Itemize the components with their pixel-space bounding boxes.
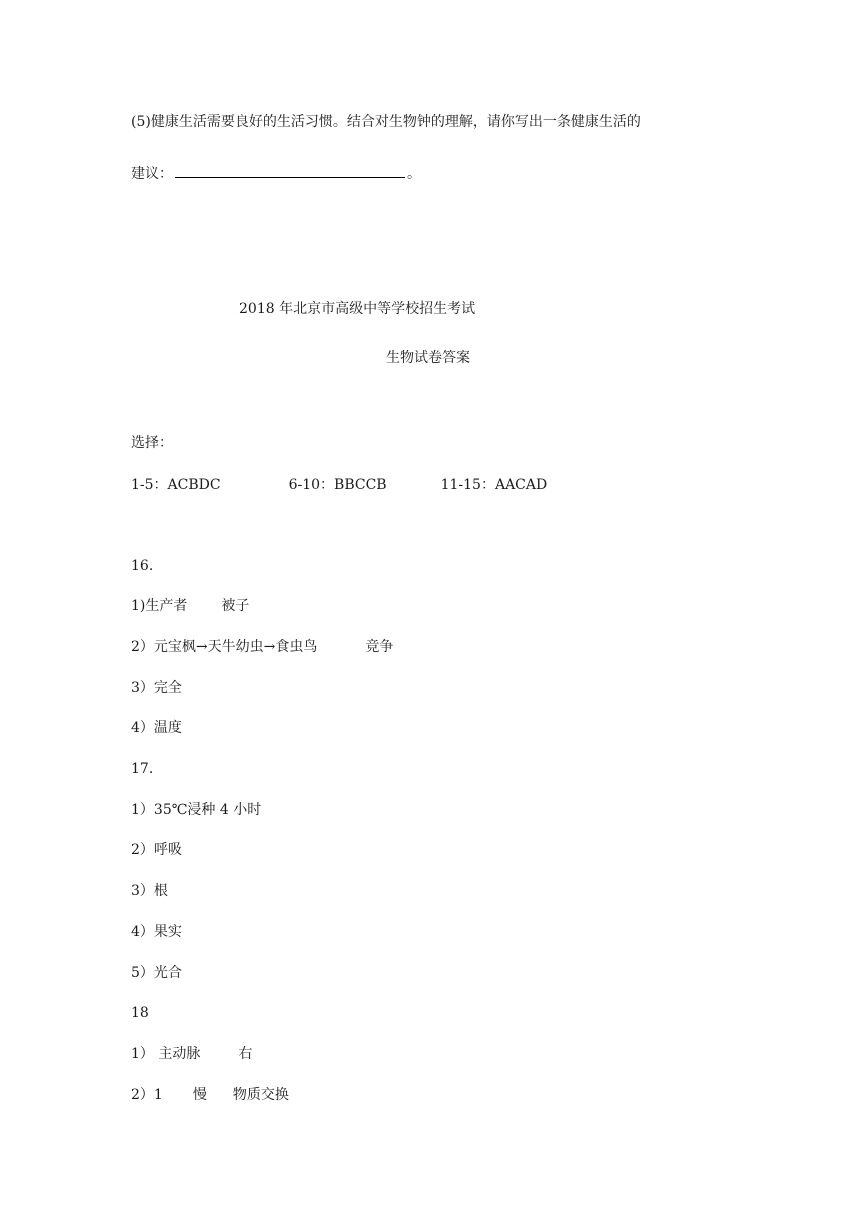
choice-group: 6-10：BBCCB [288, 477, 387, 493]
suggestion-label: 建议： [131, 166, 173, 182]
q18-answer-2 [131, 1086, 289, 1104]
answer-text: 右 [238, 1046, 253, 1062]
q17-number: 17. [131, 761, 154, 777]
q16-answer-2 [131, 638, 393, 656]
suggestion-end-punctuation: 。 [407, 166, 421, 182]
answer-text: 物质交换 [232, 1087, 289, 1103]
choice-heading: 选择： [131, 435, 173, 451]
q17-answer-1: 1）35℃浸种 4 小时 [131, 802, 262, 818]
choice-answers [131, 476, 547, 494]
choice-group: 1-5：ACBDC [131, 477, 221, 493]
answer-title: 2018 年北京市高级中等学校招生考试 [239, 301, 476, 317]
choice-group: 11-15：AACAD [440, 477, 548, 493]
q16-answer-3: 3）完全 [131, 680, 182, 696]
answer-text: 竞争 [365, 639, 394, 655]
answer-text: 2）元宝枫→天牛幼虫→食虫鸟 [131, 639, 318, 655]
q17-answer-5: 5）光合 [131, 965, 182, 981]
question-5-line-1: (5)健康生活需要良好的生活习惯。结合对生物钟的理解，请你写出一条健康生活的 [131, 114, 641, 130]
answer-text: 1） 主动脉 [131, 1046, 201, 1062]
q18-number: 18 [131, 1005, 149, 1021]
q16-answer-1 [131, 597, 249, 615]
q17-answer-2: 2）呼吸 [131, 842, 182, 858]
q16-answer-4: 4）温度 [131, 720, 182, 736]
question-5-line-2 [131, 163, 421, 183]
answer-text: 1)生产者 [131, 598, 188, 614]
answer-blank[interactable] [175, 163, 405, 178]
q18-answer-1 [131, 1045, 252, 1063]
q16-number: 16. [131, 558, 154, 574]
q17-answer-3: 3）根 [131, 883, 168, 899]
answer-subtitle: 生物试卷答案 [386, 350, 470, 366]
answer-text: 被子 [221, 598, 250, 614]
answer-text: 2）1 [131, 1087, 163, 1103]
q17-answer-4: 4）果实 [131, 924, 182, 940]
answer-text: 慢 [192, 1087, 207, 1103]
